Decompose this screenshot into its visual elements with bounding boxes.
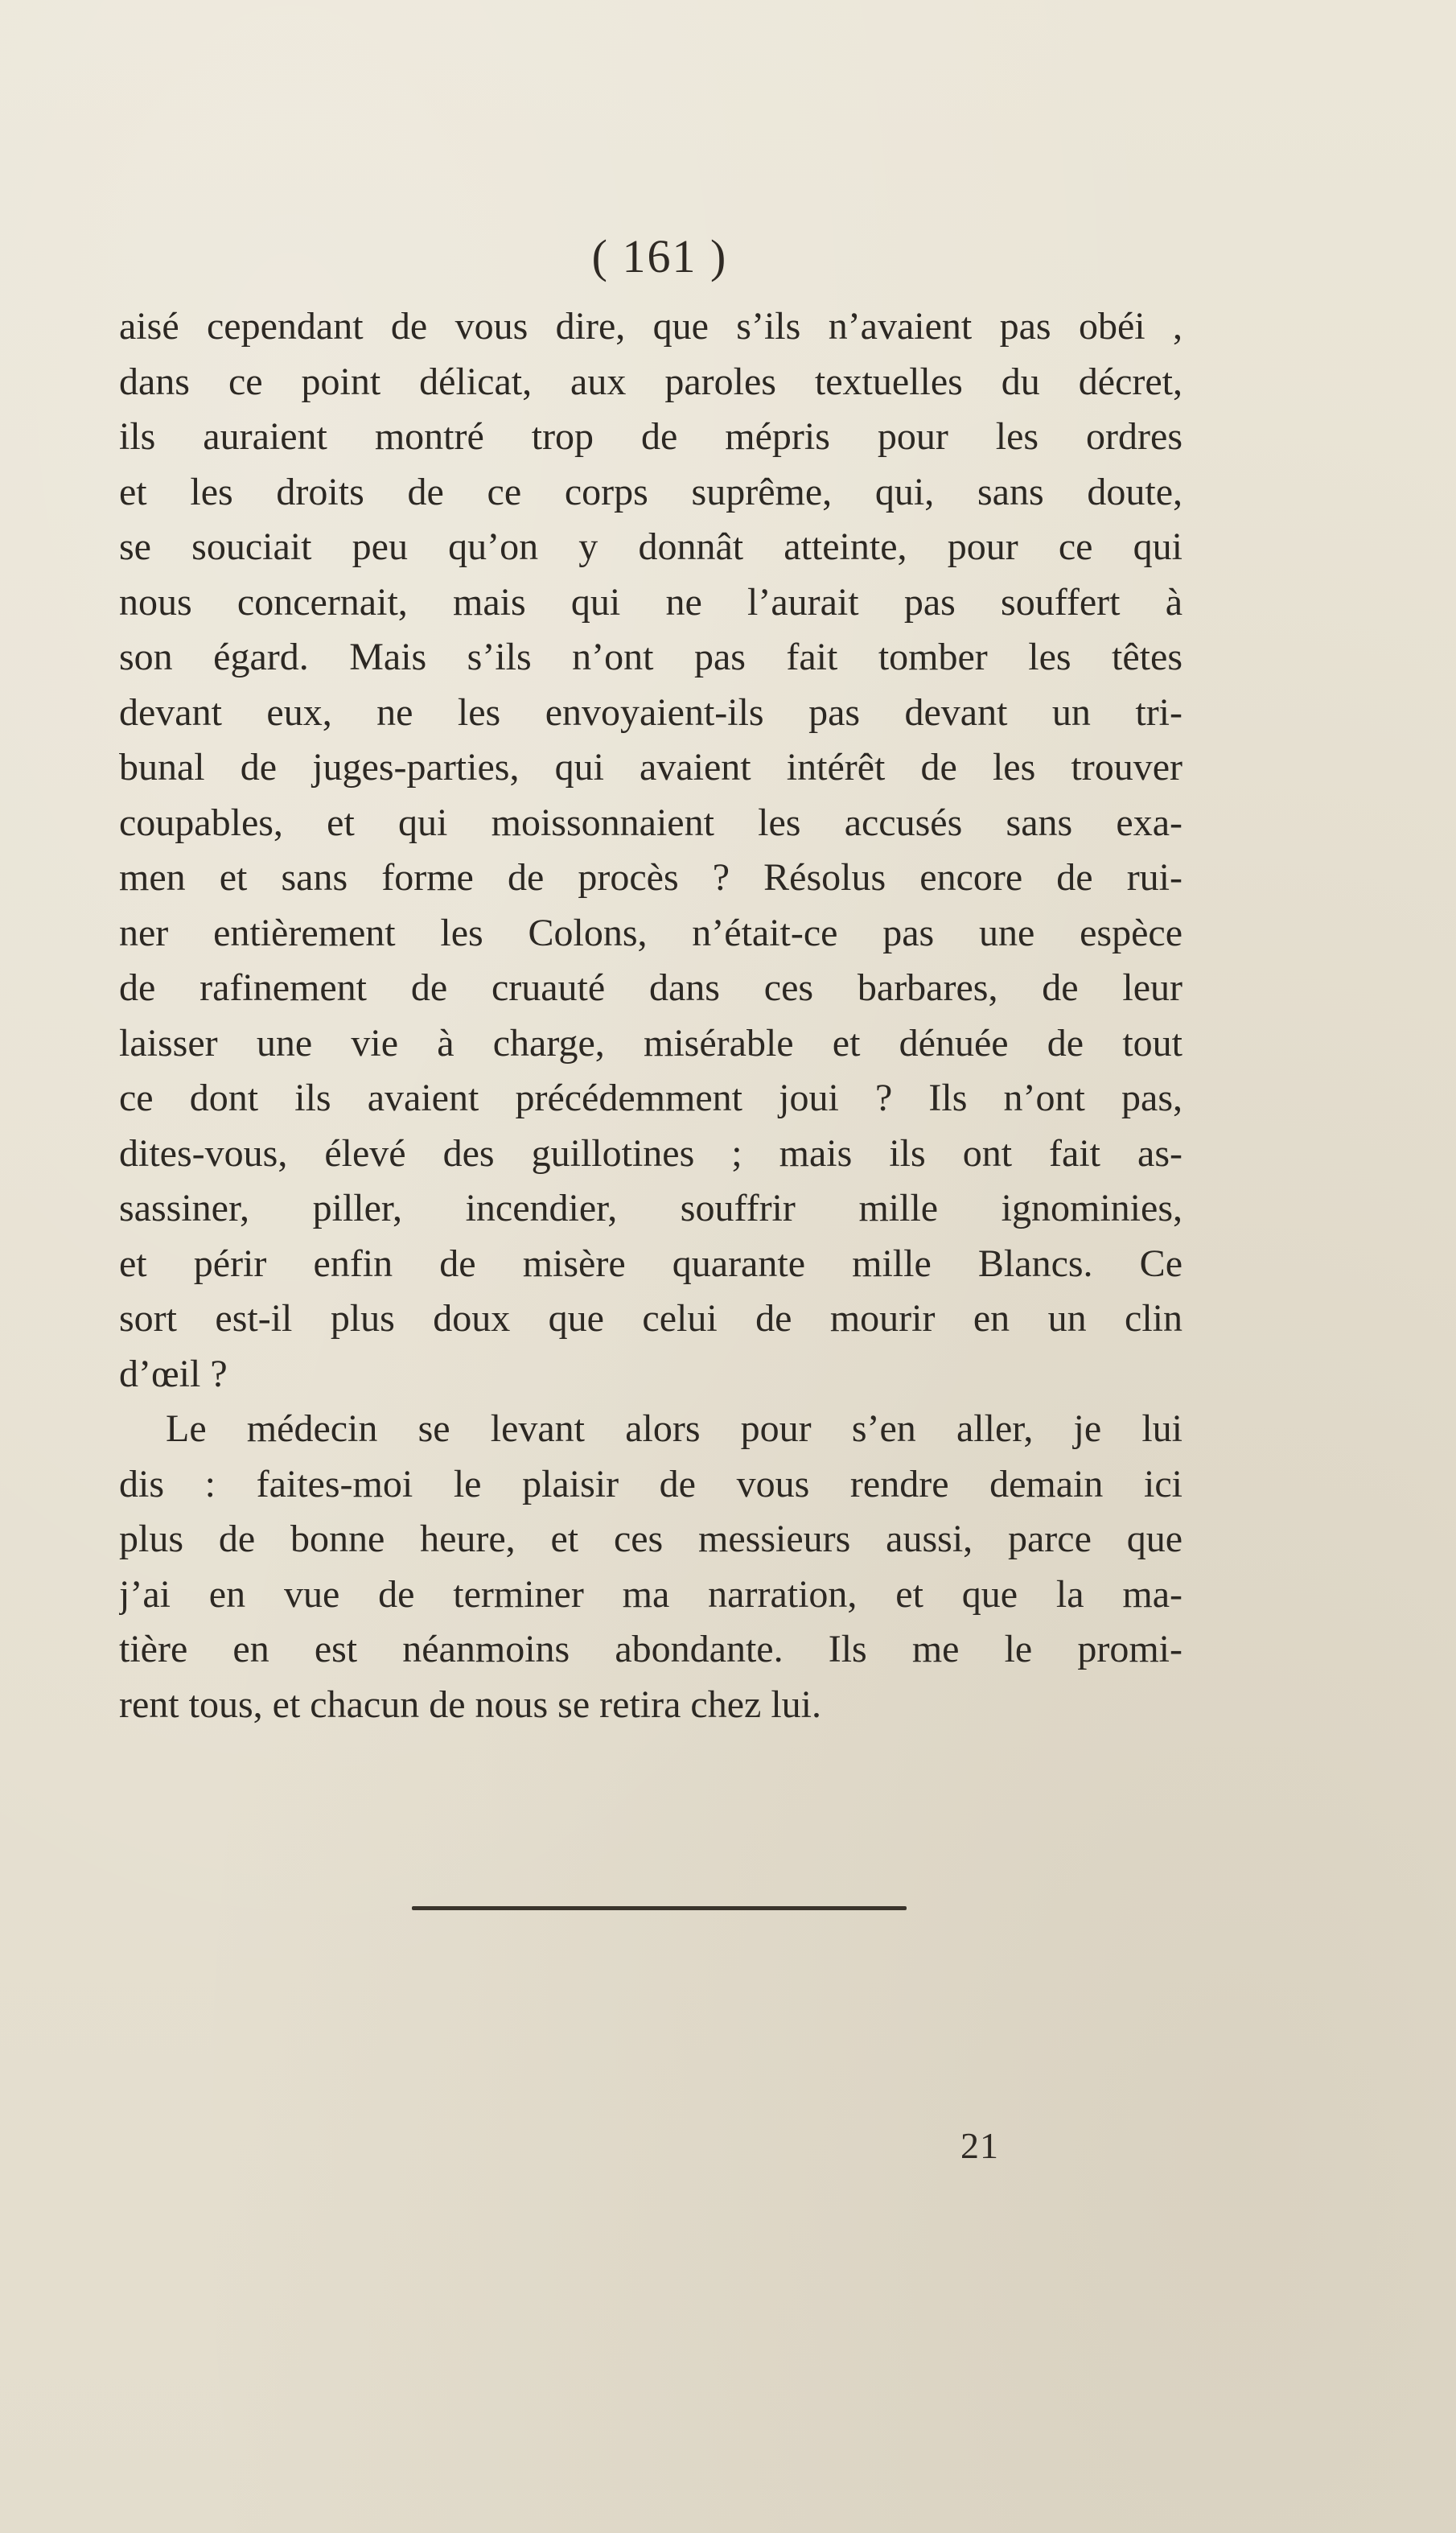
text-line: devant eux, ne les envoyaient-ils pas devant un tri-	[119, 690, 1182, 734]
text-line: ner entièrement les Colons, n’était-ce pas une espèce	[119, 911, 1182, 954]
text-line: d’œil ?	[119, 1352, 228, 1395]
text-line: men et sans forme de procès ? Résolus encore de rui-	[119, 856, 1182, 899]
text-line: bunal de juges-parties, qui avaient intérêt de les trouver	[119, 746, 1182, 789]
text-line: dis : faites-moi le plaisir de vous rendre demain ici	[119, 1462, 1182, 1505]
text-line: Le médecin se levant alors pour s’en aller, je lui	[166, 1407, 1182, 1450]
text-body	[119, 299, 1182, 1732]
text-line: dites-vous, élevé des guillotines ; mais ils ont fait as-	[119, 1131, 1182, 1175]
text-line: laisser une vie à charge, misérable et dénuée de tout	[119, 1021, 1182, 1065]
text-line: ce dont ils avaient précédemment joui ? Ils n’ont pas,	[119, 1077, 1182, 1119]
text-line: sassiner, piller, incendier, souffrir mille ignominies,	[119, 1187, 1182, 1229]
text-line: et les droits de ce corps suprême, qui, sans doute,	[119, 470, 1182, 513]
text-line: aisé cependant de vous dire, que s’ils n’avaient pas obéi ,	[119, 305, 1182, 348]
text-line: plus de bonne heure, et ces messieurs aussi, parce que	[119, 1518, 1182, 1560]
text-line: coupables, et qui moissonnaient les accusés sans exa-	[119, 801, 1182, 844]
text-line: et périr enfin de misère quarante mille Blancs. Ce	[119, 1242, 1182, 1285]
text-line: ils auraient montré trop de mépris pour les ordres	[119, 415, 1182, 458]
text-line: sort est-il plus doux que celui de mourir en un clin	[119, 1297, 1182, 1340]
page-number: ( 161 )	[591, 230, 728, 282]
signature-mark: 21	[960, 2125, 999, 2166]
text-line: j’ai en vue de terminer ma narration, et que la ma-	[119, 1572, 1182, 1616]
text-line: se souciait peu qu’on y donnât atteinte, pour ce qui	[119, 525, 1182, 568]
text-line: nous concernait, mais qui ne l’aurait pas souffert à	[119, 580, 1182, 624]
text-line: rent tous, et chacun de nous se retira chez lui.	[119, 1682, 821, 1726]
text-line: dans ce point délicat, aux paroles textuelles du décret,	[119, 360, 1182, 403]
text-line: tière en est néanmoins abondante. Ils me le promi-	[119, 1628, 1182, 1670]
text-line: de rafinement de cruauté dans ces barbares, de leur	[119, 966, 1182, 1009]
section-separator	[412, 1906, 907, 1910]
text-line: son égard. Mais s’ils n’ont pas fait tomber les têtes	[119, 636, 1182, 678]
